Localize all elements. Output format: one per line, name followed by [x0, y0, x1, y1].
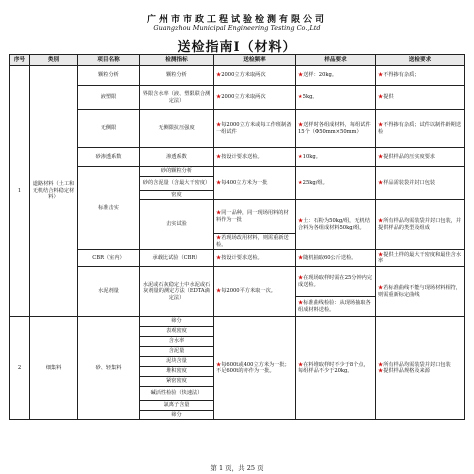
req-cell	[376, 317, 465, 420]
index-cell: 筛分	[140, 317, 214, 327]
req-text: 提供样品的压实度要求	[383, 153, 436, 160]
star-icon: ★	[216, 361, 222, 368]
star-icon: ★	[216, 210, 222, 217]
req-text: 提供样品规格及来源	[383, 368, 430, 374]
index-cell: 水泥或石灰稳定土中水泥或石灰剂量的测定方法（EDTA滴定法）	[140, 267, 214, 317]
sample-text: 标准曲线检验：从现场抽取各组成材料送检。	[298, 300, 371, 313]
col-header-frequency: 送检频率	[214, 55, 296, 66]
table-row	[10, 267, 465, 297]
star-icon: ★	[298, 361, 304, 368]
star-icon: ★	[298, 72, 304, 79]
sample-text: 送样：20kg。	[303, 72, 338, 79]
sample-cell	[296, 86, 376, 110]
star-icon: ★	[378, 179, 384, 186]
star-icon: ★	[378, 368, 384, 374]
sample-cell	[296, 66, 376, 86]
freq-text: 每2000平方米取一次。	[221, 288, 276, 295]
star-icon: ★	[216, 94, 222, 101]
star-icon: ★	[216, 122, 222, 129]
table-row	[10, 317, 465, 327]
req-cell	[376, 250, 465, 267]
sample-cell	[296, 200, 376, 250]
req-cell	[376, 148, 465, 167]
freq-cell	[214, 167, 296, 200]
col-header-item: 项目名称	[78, 55, 140, 66]
freq-cell	[214, 200, 296, 234]
star-icon: ★	[378, 72, 384, 79]
req-text: 不得掺有杂质；试件以制件龄期送检	[378, 122, 462, 135]
star-icon: ★	[216, 254, 222, 261]
index-cell: 碱活性检验（快速法）	[140, 387, 214, 401]
freq-cell	[214, 267, 296, 317]
group-seq: 2	[10, 317, 30, 420]
star-icon: ★	[378, 122, 384, 129]
star-icon: ★	[216, 179, 222, 186]
index-cell: 砂的含泥量（含最大干密度）	[140, 177, 214, 191]
req-cell	[376, 66, 465, 86]
star-icon: ★	[378, 94, 384, 101]
freq-cell	[214, 110, 296, 148]
index-cell: 泥块含量	[140, 357, 214, 367]
index-cell: 颗粒分析	[140, 66, 214, 86]
freq-text: 2000立方米取两次	[221, 94, 266, 101]
index-cell: 筛分	[140, 411, 214, 420]
index-cell: 密度	[140, 191, 214, 200]
col-header-sample: 样品要求	[296, 55, 376, 66]
req-cell	[376, 86, 465, 110]
col-header-category: 类别	[30, 55, 78, 66]
sample-cell	[296, 297, 376, 317]
star-icon: ★	[216, 153, 222, 160]
req-text: 若标准曲线不能与现场材料相符，则需重新标定曲线	[378, 285, 462, 298]
inspection-guide-table	[9, 54, 465, 420]
table-row	[10, 167, 465, 177]
freq-cell	[214, 250, 296, 267]
freq-cell	[214, 66, 296, 86]
sample-text: 在现场取样时需在25分钟内完成送检。	[298, 275, 373, 288]
page-footer: 第 1 页，共 25 页	[210, 464, 264, 472]
star-icon: ★	[298, 218, 304, 225]
item-cell: 液塑限	[78, 86, 140, 110]
freq-cell	[214, 148, 296, 167]
index-cell: 界限含水率（液、塑限联合测定法）	[140, 86, 214, 110]
company-name: 广州市市政工程试验检测有限公司	[146, 15, 327, 25]
sample-text: 随机抽取60公斤送检。	[303, 254, 357, 261]
item-cell: 砂、轻集料	[78, 317, 140, 420]
freq-text: 2000立方米取两次	[221, 72, 266, 79]
sample-text: 5kg。	[302, 94, 318, 101]
freq-text: 同一品种，同一现场用料的材料作为一批	[216, 210, 289, 223]
group-category: 道路材料（土工和无机结合料稳定材料）	[30, 66, 78, 317]
index-cell: 砂的颗粒分析	[140, 167, 214, 177]
req-text: 样品需装袋并封口包装	[383, 179, 436, 186]
table-row	[10, 250, 465, 267]
star-icon: ★	[298, 122, 304, 129]
star-icon: ★	[298, 254, 304, 261]
index-cell: 紧密密度	[140, 377, 214, 387]
star-icon: ★	[298, 94, 303, 101]
group-seq: 1	[10, 66, 30, 317]
item-cell: 砂渗透系数	[78, 148, 140, 167]
freq-text: 每400立方米为一批	[221, 179, 268, 186]
table-header-row	[10, 55, 465, 66]
sample-text: 在料堆取样时不少于8个点，每组样品不少于20kg。	[298, 361, 369, 374]
document-title: 送检指南Ⅰ（材料）	[177, 40, 297, 55]
star-icon: ★	[216, 235, 222, 242]
item-cell: 标准击实	[78, 167, 140, 250]
item-cell: 颗粒分析	[78, 66, 140, 86]
index-cell: 含水率	[140, 337, 214, 347]
company-name-en: Guangzhou Municipal Engineering Testing Co.,Ltd	[153, 24, 321, 32]
sample-cell	[296, 110, 376, 148]
index-cell: 渗透系数	[140, 148, 214, 167]
req-text: 提供	[383, 94, 394, 101]
item-cell: 无侧限	[78, 110, 140, 148]
index-cell: 承载比试验（CBR）	[140, 250, 214, 267]
index-cell: 无侧限抗压强度	[140, 110, 214, 148]
sample-text: 土：石粉为50kg/组，无机结合料为各组成材料50kg/组。	[298, 218, 370, 231]
index-cell: 击实试验	[140, 200, 214, 250]
freq-cell	[214, 234, 296, 250]
sample-text: 10kg。	[302, 153, 321, 160]
req-text: 不得掺有杂质；	[383, 72, 420, 79]
freq-text: 每600t或400立方米为一批；不足600t的亦作为一批。	[216, 361, 290, 374]
sample-cell	[296, 148, 376, 167]
star-icon: ★	[298, 153, 303, 160]
item-cell: CBR（室内）	[78, 250, 140, 267]
index-cell: 堆积密度	[140, 367, 214, 377]
sample-text: 送样时各组成材料，每组试件15个（Φ50mm×50mm）	[298, 122, 371, 135]
req-text: 所有样品均需装袋并封口包装	[383, 361, 451, 368]
sample-text: 25kg/组。	[302, 179, 328, 186]
sample-cell	[296, 317, 376, 420]
req-cell	[376, 110, 465, 148]
star-icon: ★	[378, 285, 384, 292]
star-icon: ★	[378, 153, 384, 160]
sample-cell	[296, 267, 376, 297]
freq-text: 按设计要求送检。	[221, 254, 263, 261]
sample-cell	[296, 250, 376, 267]
index-cell: 表观密度	[140, 327, 214, 337]
star-icon: ★	[378, 218, 384, 225]
item-cell: 水泥剂量	[78, 267, 140, 317]
star-icon: ★	[378, 251, 384, 258]
req-text: 提供土样的最大干密度和最佳含水率	[378, 251, 462, 264]
freq-cell	[214, 86, 296, 110]
table-row	[10, 66, 465, 86]
col-header-requirement: 送检要求	[376, 55, 465, 66]
req-text: 所有样品均需装袋并封口包装，并提供样品的类型及组成	[378, 218, 462, 231]
index-cell: 含泥量	[140, 347, 214, 357]
freq-text: 每2000立方米或每工作班制备一组试件	[216, 122, 292, 135]
freq-text: 按设计要求送检。	[221, 153, 263, 160]
star-icon: ★	[298, 300, 304, 307]
table-row	[10, 110, 465, 148]
star-icon: ★	[378, 361, 384, 368]
req-cell	[376, 200, 465, 250]
req-cell	[376, 167, 465, 200]
freq-text: 若现场改用材料，则需重新送检。	[216, 235, 289, 248]
star-icon: ★	[216, 72, 222, 79]
table-row	[10, 148, 465, 167]
freq-cell	[214, 317, 296, 420]
group-category: 细集料	[30, 317, 78, 420]
col-header-seq: 序号	[10, 55, 30, 66]
table-row	[10, 86, 465, 110]
star-icon: ★	[298, 179, 303, 186]
sample-cell	[296, 167, 376, 200]
star-icon: ★	[298, 275, 304, 282]
col-header-index: 检测指标	[140, 55, 214, 66]
req-cell	[376, 267, 465, 317]
index-cell: 氯离子含量	[140, 401, 214, 411]
star-icon: ★	[216, 288, 222, 295]
